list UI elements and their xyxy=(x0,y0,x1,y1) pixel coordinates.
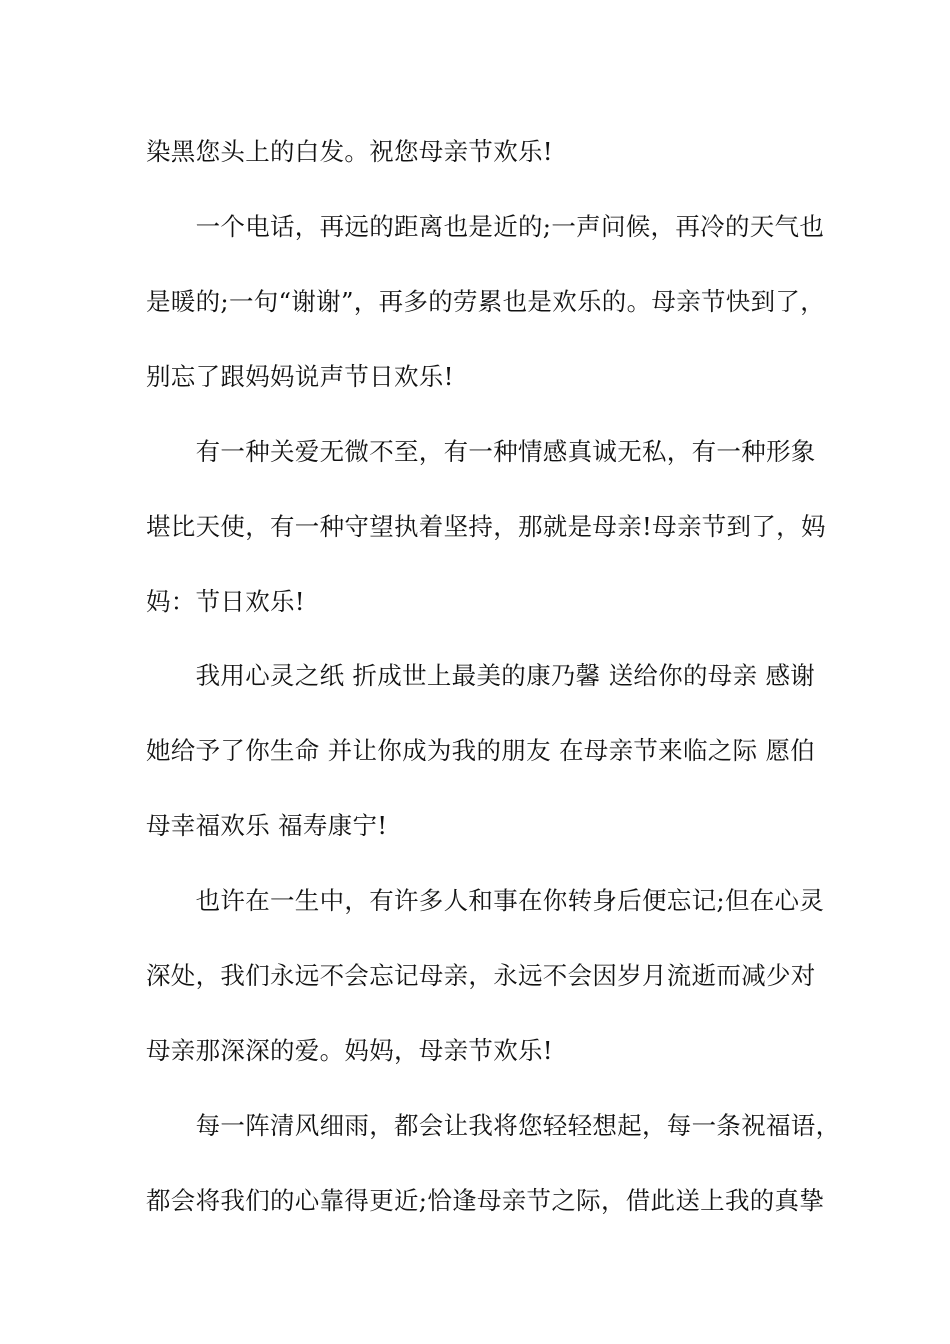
text-line: 染黑您头上的白发。祝您母亲节欢乐! xyxy=(146,137,553,166)
text-line: 母亲那深深的爱。妈妈，母亲节欢乐! xyxy=(146,1036,553,1065)
text-line: 堪比天使，有一种守望执着坚持，那就是母亲!母亲节到了，妈 xyxy=(146,512,826,541)
text-line: 我用心灵之纸 折成世上最美的康乃馨 送给你的母亲 感谢 xyxy=(146,661,816,690)
text-line: 母幸福欢乐 福寿康宁! xyxy=(146,811,388,840)
text-line: 也许在一生中，有许多人和事在你转身后便忘记;但在心灵 xyxy=(146,886,825,915)
text-line: 每一阵清风细雨，都会让我将您轻轻想起，每一条祝福语， xyxy=(146,1111,841,1140)
text-line: 她给予了你生命 并让你成为我的朋友 在母亲节来临之际 愿伯 xyxy=(146,736,816,765)
text-line: 是暖的;一句“谢谢”，再多的劳累也是欢乐的。母亲节快到了， xyxy=(146,287,826,316)
text-line: 一个电话，再远的距离也是近的;一声问候，再冷的天气也 xyxy=(146,212,825,241)
text-line: 都会将我们的心靠得更近;恰逢母亲节之际，借此送上我的真挚 xyxy=(146,1186,825,1215)
text-line: 别忘了跟妈妈说声节日欢乐! xyxy=(146,362,454,391)
text-line: 妈：节日欢乐! xyxy=(146,587,305,616)
text-line: 有一种关爱无微不至，有一种情感真诚无私，有一种形象 xyxy=(146,437,816,466)
text-line: 深处，我们永远不会忘记母亲，永远不会因岁月流逝而减少对 xyxy=(146,961,816,990)
